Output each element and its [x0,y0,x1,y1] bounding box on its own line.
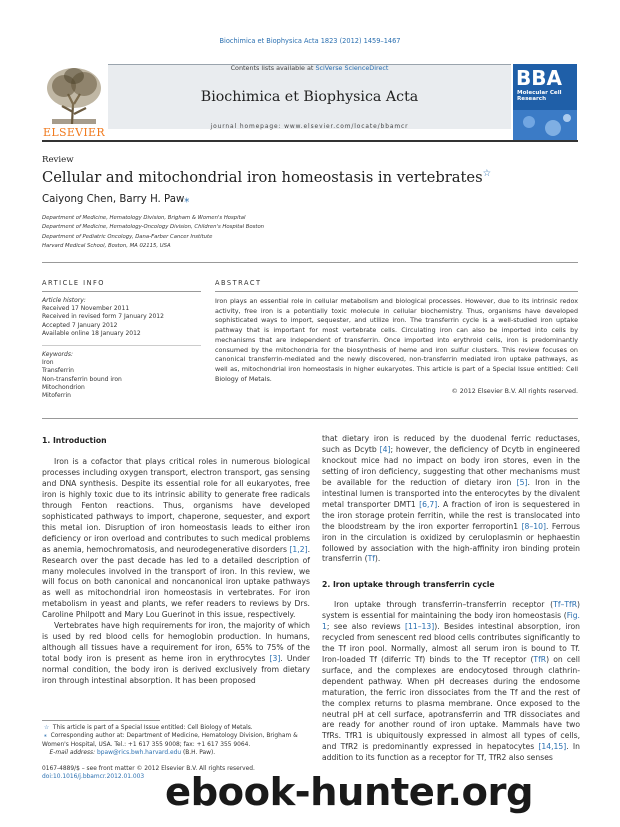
corresponding-author-mark[interactable]: ⁎ [184,194,190,205]
title-footnote-mark[interactable]: ☆ [482,168,492,179]
issn-line: 0167-4889/$ – see front matter © 2012 Elsevier B.V. All rights reserved. [42,766,255,772]
watermark-text: ebook-hunter.org [165,770,534,815]
footnotes [42,724,310,758]
text-run: that dietary iron is reduced by the duodenal ferric reductases, such as Dcytb [322,434,580,454]
keywords-rule [42,345,201,346]
keywords [42,351,202,400]
history-entry: Accepted 7 January 2012 [42,321,118,329]
figure-link[interactable]: Fig. 1 [322,610,580,631]
header-rule [42,262,578,263]
cover-line: Research [517,96,547,103]
email-suffix: (B.H. Paw). [181,750,216,757]
right-column-text-2 [322,600,580,764]
article-history [42,297,202,338]
text-run: ) system is essential for maintaining the body iron homeostasis ( [322,600,580,620]
abstract-rule [215,291,578,292]
text-run: ; see also reviews [326,621,406,631]
abstract-text: Iron plays an essential role in cellular metabolism and biological processes. However, due to its intrinsic redox activity, free iron is a potentially toxic molecule in cellular biochemistry. Thus, organisms have developed sophisticated ways to import, sequester, and utilize iron. The transferrin cycle is a well-studied iron uptake pathway that is important for most vertebrate cells. Circulating iron can also be imported into cells by mechanisms that are independent of transferrin. Once imported into erythroid cells, iron is predominantly consumed by the mitochondria for the biosynthesis of heme and iron sulfur clusters. This review focuses on canonical transferrin-mediated and the newly discovered, non-transferrin mediated iron uptake pathways, as well as, mitochondrial iron homeostasis in higher eukaryotes. This article is part of a Special Issue entitled: Cell Biology of Metals. [215,297,578,383]
affiliation: Department of Pediatric Oncology, Dana-Farber Cancer Institute [42,233,213,240]
text-run: . Iron in the intestinal lumen is transported into the enterocytes by the divalent metal transporter DMT1 [322,477,580,509]
elsevier-wordmark: ELSEVIER [43,126,105,139]
cover-subtitle [517,90,562,103]
elsevier-logo [42,64,106,139]
doi-link[interactable]: doi:10.1016/j.bbamcr.2012.01.003 [42,774,145,781]
abstract-heading: ABSTRACT [215,279,262,287]
paragraph [322,434,580,565]
text-run: Iron is a cofactor that plays critical roles in numerous biological processes including oxygen transport, electron transport, gas sensing and DNA synthesis. Despite its essential role for all eukaryotes, free iron is highly toxic due to its intrinsic ability to generate free radicals through Fenton reactions. Thus, organisms have developed sophisticated pathways to import, chaperone, sequester, and export this metal ion. Disruption of iron homeostasis leads to either iron deficiency or iron overload and contributes to such medical problems as anemia, hemochromatosis, and neurodegenerative disorders [42,457,310,554]
keyword: Iron [42,359,54,367]
email-label: E-mail address: [49,750,97,757]
footnote-rule [42,720,160,721]
cover-acronym: BBA [516,66,562,90]
history-entry: Received 17 November 2011 [42,305,130,313]
footnote-mark: ☆ [43,725,50,731]
citation-link[interactable]: [14,15] [538,742,567,752]
running-head[interactable]: Biochimica et Biophysica Acta 1823 (2012) 1459–1467 [219,37,401,45]
footnote-text: This article is part of a Special Issue entitled: Cell Biology of Metals. [52,725,253,731]
article-type: Review [42,155,74,165]
footnote [42,749,310,757]
text-run: ). Besides intestinal absorption, iron recycled from senescent red blood cells contributes significantly to the Tf iron pool. Normally, almost all serum iron is bound to Tf. Iron-loaded Tf (diferric Tf) binds to the Tf receptor ( [322,621,580,664]
journal-homepage[interactable]: journal homepage: www.elsevier.com/locate/bbamcr [210,124,409,130]
sciencedirect-link[interactable]: SciVerse ScienceDirect [315,64,389,72]
text-run: . In addition to its function as a receptor for Tf, TfR2 also senses [322,742,580,763]
contents-line [108,64,511,72]
text-run: . Research over the past decade has led to a detailed description of many molecules involved in the transport of iron. In this review, we will focus on both canonical and noncanonical iron uptake pathways as well as mitochondrial iron homeostasis in vertebrates. For iron metabolism in yeast and plants, we refer readers to reviews by Drs. Caroline Philpott and Mary Lou Guerinot in this issue, respectively. [42,544,310,620]
footnote [42,724,310,732]
text-run: . Ferrous iron in the circulation is oxidized by ceruloplasmin or hephaestin followed by association with the high-affinity iron binding protein transferrin ( [322,521,581,564]
abbreviation-link[interactable]: Tf [367,554,375,564]
keyword: Non-transferrin bound iron [42,375,122,383]
paragraph [42,457,310,621]
footnote-text: Corresponding author at: Department of Medicine, Hematology Division, Brigham & Women's Hospital, USA. Tel.: +1 617 355 9008; fax: +1 617 355 9064. [42,733,298,748]
citation-link[interactable]: [5] [516,477,528,487]
contents-prefix: Contents lists available at [230,64,316,72]
text-run: . A fraction of iron is sequestered in the iron storage protein ferritin, while the rest is translocated into the bloodstream by the iron exporter ferroportin1 [322,499,580,531]
abstract-copyright: © 2012 Elsevier B.V. All rights reserved. [451,388,578,395]
citation-link[interactable]: [11–13] [405,621,435,631]
paragraph [322,600,580,764]
right-column-text [322,434,580,565]
text-run: Vertebrates have high requirements for iron, the majority of which is used by red blood cells for hemoglobin production. In humans, although all tissues have a requirement for iron, 65% to 75% of the total body iron is present as heme iron in erythrocytes [42,621,310,664]
keyword: Mitoferrin [42,392,71,400]
keywords-label: Keywords: [42,351,73,358]
email-link[interactable]: bpaw@rics.bwh.harvard.edu [96,750,182,757]
citation-link[interactable]: [3] [269,654,281,664]
text-run: . Under normal condition, the body iron is derived exclusively from dietary iron through intestinal absorption. It has been proposed [42,654,310,686]
cover-line: Molecular Cell [517,90,562,96]
history-label: Article history: [42,297,86,304]
citation-link[interactable]: [8–10] [521,521,546,531]
journal-cover [513,64,577,140]
keyword: Transferrin [42,367,74,375]
affiliation: Department of Medicine, Hematology Division, Brigham & Women's Hospital [42,215,246,221]
text-run: ) on cell surface, and the complexes are endocytosed through clathrin-dependent pathway. When pH decreases during the endosome maturation, the ferric iron dissociates from the Tf and the rest of the complex returns to plasma membrane. Once exposed to the neutral pH at cell surface, apotransferrin and TfR dissociates and are ready for another round of iron uptake. Mammals have two TfRs. TfR1 is ubiquitously expressed in almost all types of cells, and TfR2 is predominantly expressed in hepatocytes [322,654,580,752]
text-run: Iron uptake through transferrin–transferrin receptor ( [334,600,554,609]
affiliation: Department of Medicine, Hematology-Oncology Division, Children's Hospital Boston [42,224,265,231]
abstract-end-rule [42,418,578,419]
paragraph [42,621,310,687]
text-run: ; however, the deficiency of Dcytb in engineered knockout mice had no impact on body iron stores, even in the setting of iron deficiency, suggesting that other mechanisms must be available for the reduction of dietary iron [322,444,580,487]
citation-link[interactable]: [6,7] [419,499,438,509]
article-info-heading: ARTICLE INFO [42,279,105,287]
left-column-text [42,457,310,687]
history-entry: Received in revised form 7 January 2012 [42,313,164,321]
masthead-rule [42,140,578,142]
abbreviation-link[interactable]: TfR [533,654,547,664]
affiliations [42,214,264,252]
affiliation: Harvard Medical School, Boston, MA 02115, USA [42,243,171,250]
title-text: Cellular and mitochondrial iron homeostasis in vertebrates [42,169,483,186]
section-heading-transferrin: 2. Iron uptake through transferrin cycle [322,580,495,589]
text-run: ). [374,554,381,564]
journal-title: Biochimica et Biophysica Acta [200,89,419,105]
footnote-mark: ⁎ [43,733,47,740]
abbreviation-link[interactable]: Tf–TfR [553,600,578,609]
keyword: Mitochondrion [42,383,85,391]
info-rule [42,291,201,292]
citation-link[interactable]: [1,2] [289,544,308,554]
authors-text: Caiyong Chen, Barry H. Paw [42,194,185,205]
history-entry: Available online 18 January 2012 [42,329,141,337]
article-title [42,168,491,186]
author-line [42,194,189,205]
section-heading-introduction: 1. Introduction [42,436,107,445]
footnote [42,732,310,749]
citation-link[interactable]: [4] [379,444,391,454]
